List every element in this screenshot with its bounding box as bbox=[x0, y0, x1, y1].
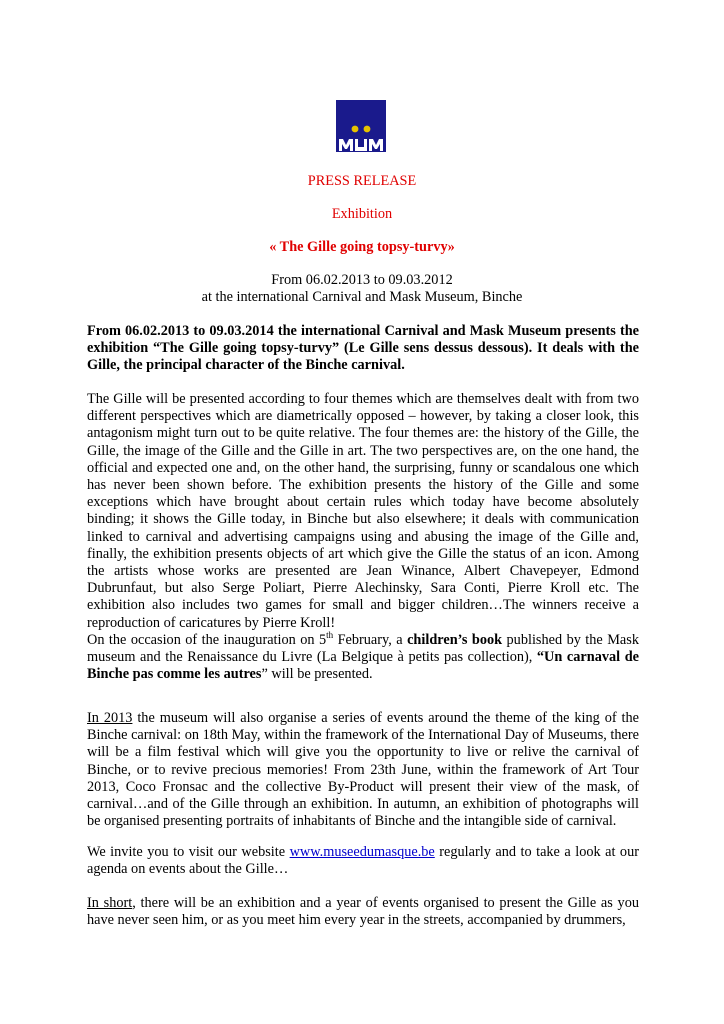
in-2013-lead: In 2013 bbox=[87, 710, 133, 726]
book-title: “Un carnaval de Binche pas comme les autres bbox=[87, 649, 639, 683]
exhibition-dates: From 06.02.2013 to 09.03.2012 bbox=[271, 272, 453, 288]
exhibition-venue: at the international Carnival and Mask Museum, Binche bbox=[201, 289, 523, 305]
museum-logo bbox=[336, 100, 386, 152]
website-link[interactable]: www.museedumasque.be bbox=[289, 844, 435, 860]
in-short-lead: In short bbox=[87, 895, 133, 911]
intro-paragraph: From 06.02.2013 to 09.03.2014 the international Carnival and Mask Museum presents the exhibition “The Gille going topsy-turvy” (Le Gille sens dessus dessous). It deals with the Gille, the principal character of the Binche carnival. bbox=[87, 323, 639, 374]
website-paragraph: We invite you to visit our website www.museedumasque.be regularly and to take a look at our agenda on events about the Gille… bbox=[87, 844, 639, 878]
childrens-book-paragraph: On the occasion of the inauguration on 5th February, a children’s book published by the Mask museum and the Renaissance du Livre (La Belgique à petits pas collection), “Un carnaval de Binche pas comme les autres” will be presented. bbox=[87, 630, 639, 683]
events-2013-paragraph: In 2013 the museum will also organise a series of events around the theme of the king of the Binche carnival: on 18th May, within the framework of the International Day of Museums, there will be a film festival which will give you the opportunity to live or relive the carnival of Binche, or to revive precious memories! From 23th June, within the framework of Art Tour 2013, Coco Fronsac and the collective By-Product will present their view of the mask, of carnival…and of the Gille through an exhibition. In autumn, an exhibition of photographs will be organised presenting portraits of inhabitants of Binche and the intangible side of carnival. bbox=[87, 710, 639, 830]
press-release-heading: PRESS RELEASE bbox=[307, 173, 417, 189]
exhibition-label: Exhibition bbox=[331, 206, 393, 222]
childrens-book-label: children’s book bbox=[407, 632, 503, 648]
exhibition-title: « The Gille going topsy-turvy» bbox=[269, 239, 455, 255]
themes-paragraph: The Gille will be presented according to four themes which are themselves dealt with from two different perspectives which are diametrically opposed – however, by taking a closer look, this antagonism might turn out to be quite relative. The four themes are: the history of the Gille, the Gille, the image of the Gille and the Gille in art. The two perspectives are, on the one hand, the official and expected one and, on the other hand, the surprising, funny or scandalous one which has never been shown before. The exhibition presents the history of the Gille and some exceptions which have brought about certain rules which today have become absolutely binding; it shows the Gille today, in Binche but also elsewhere; it deals with communication linked to carnival and advertising campaigns using and abusing the image of the Gille and, finally, the exhibition presents objects of art which give the Gille the status of an icon. Among the artists whose works are presented are Jean Winance, Albert Chavepeyer, Edmond Dubrunfaut, but also Serge Poliart, Pierre Alechinsky, Sara Conti, Pierre Kroll etc. The exhibition also includes two games for small and bigger children…The winners receive a reproduction of caricatures by Pierre Kroll! bbox=[87, 391, 639, 631]
summary-paragraph: In short, there will be an exhibition and a year of events organised to present the Gille as you have never seen him, or as you meet him every year in the streets, accompanied by drummers, bbox=[87, 895, 640, 929]
